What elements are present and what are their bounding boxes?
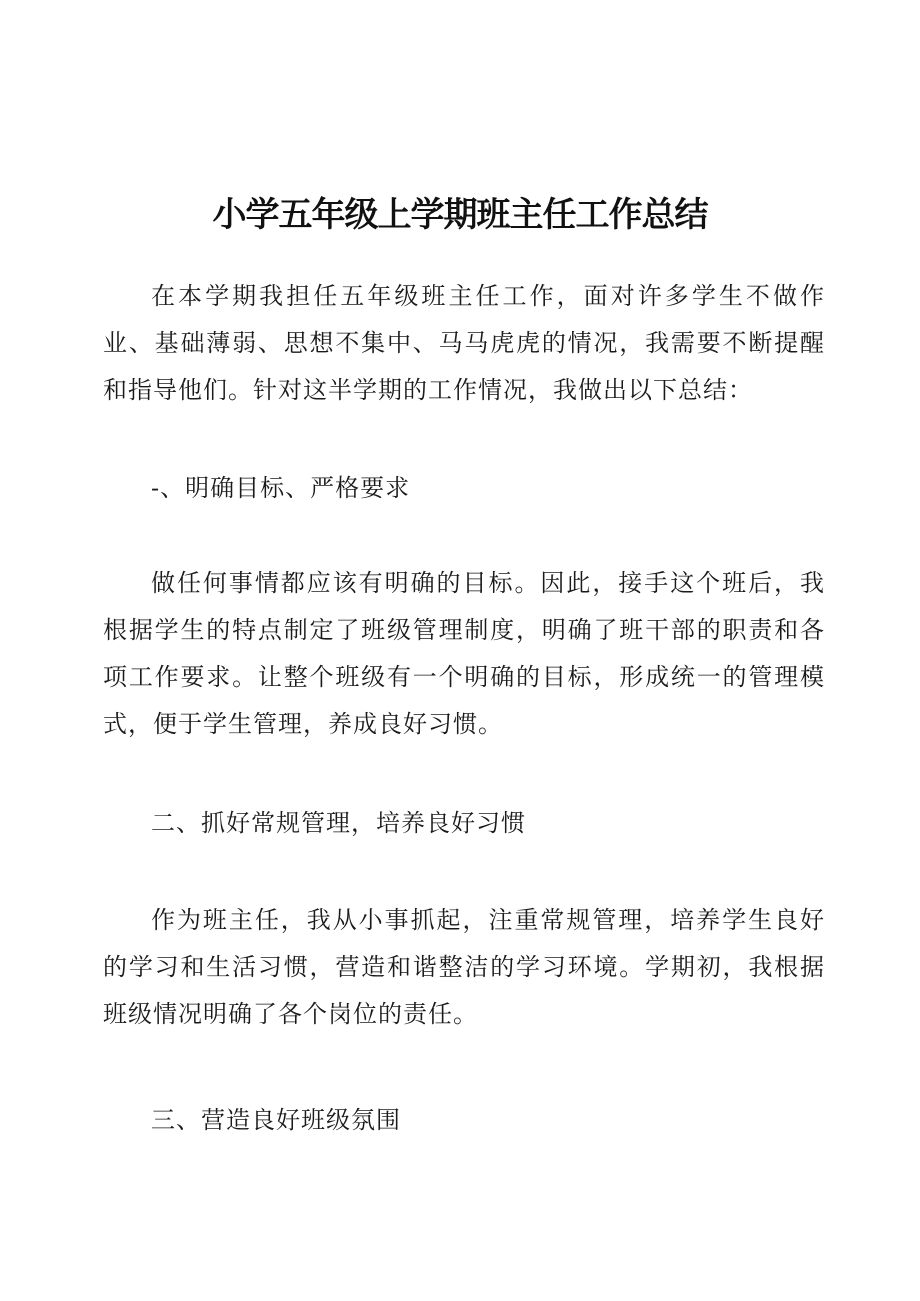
section-1-heading: -、明确目标、严格要求 — [151, 474, 411, 502]
section-2-body: 作为班主任，我从小事抓起，注重常规管理，培养学生良好的学习和生活习惯，营造和谐整洁的学习环境。学期初，我根据班级情况明确了各个岗位的责任。 — [103, 906, 825, 1028]
section-2-heading: 二、抓好常规管理，培养良好习惯 — [151, 809, 526, 837]
section-3-heading: 三、营造良好班级氛围 — [151, 1106, 401, 1134]
section-1-body: 做任何事情都应该有明确的目标。因此，接手这个班后，我根据学生的特点制定了班级管理制度，明确了班干部的职责和各项工作要求。让整个班级有一个明确的目标，形成统一的管理模式，便于学生管理，养成良好习惯。 — [103, 569, 825, 738]
intro-paragraph: 在本学期我担任五年级班主任工作，面对许多学生不做作业、基础薄弱、思想不集中、马马虎虎的情况，我需要不断提醒和指导他们。针对这半学期的工作情况，我做出以下总结： — [103, 282, 825, 404]
document-title: 小学五年级上学期班主任工作总结 — [212, 194, 708, 235]
